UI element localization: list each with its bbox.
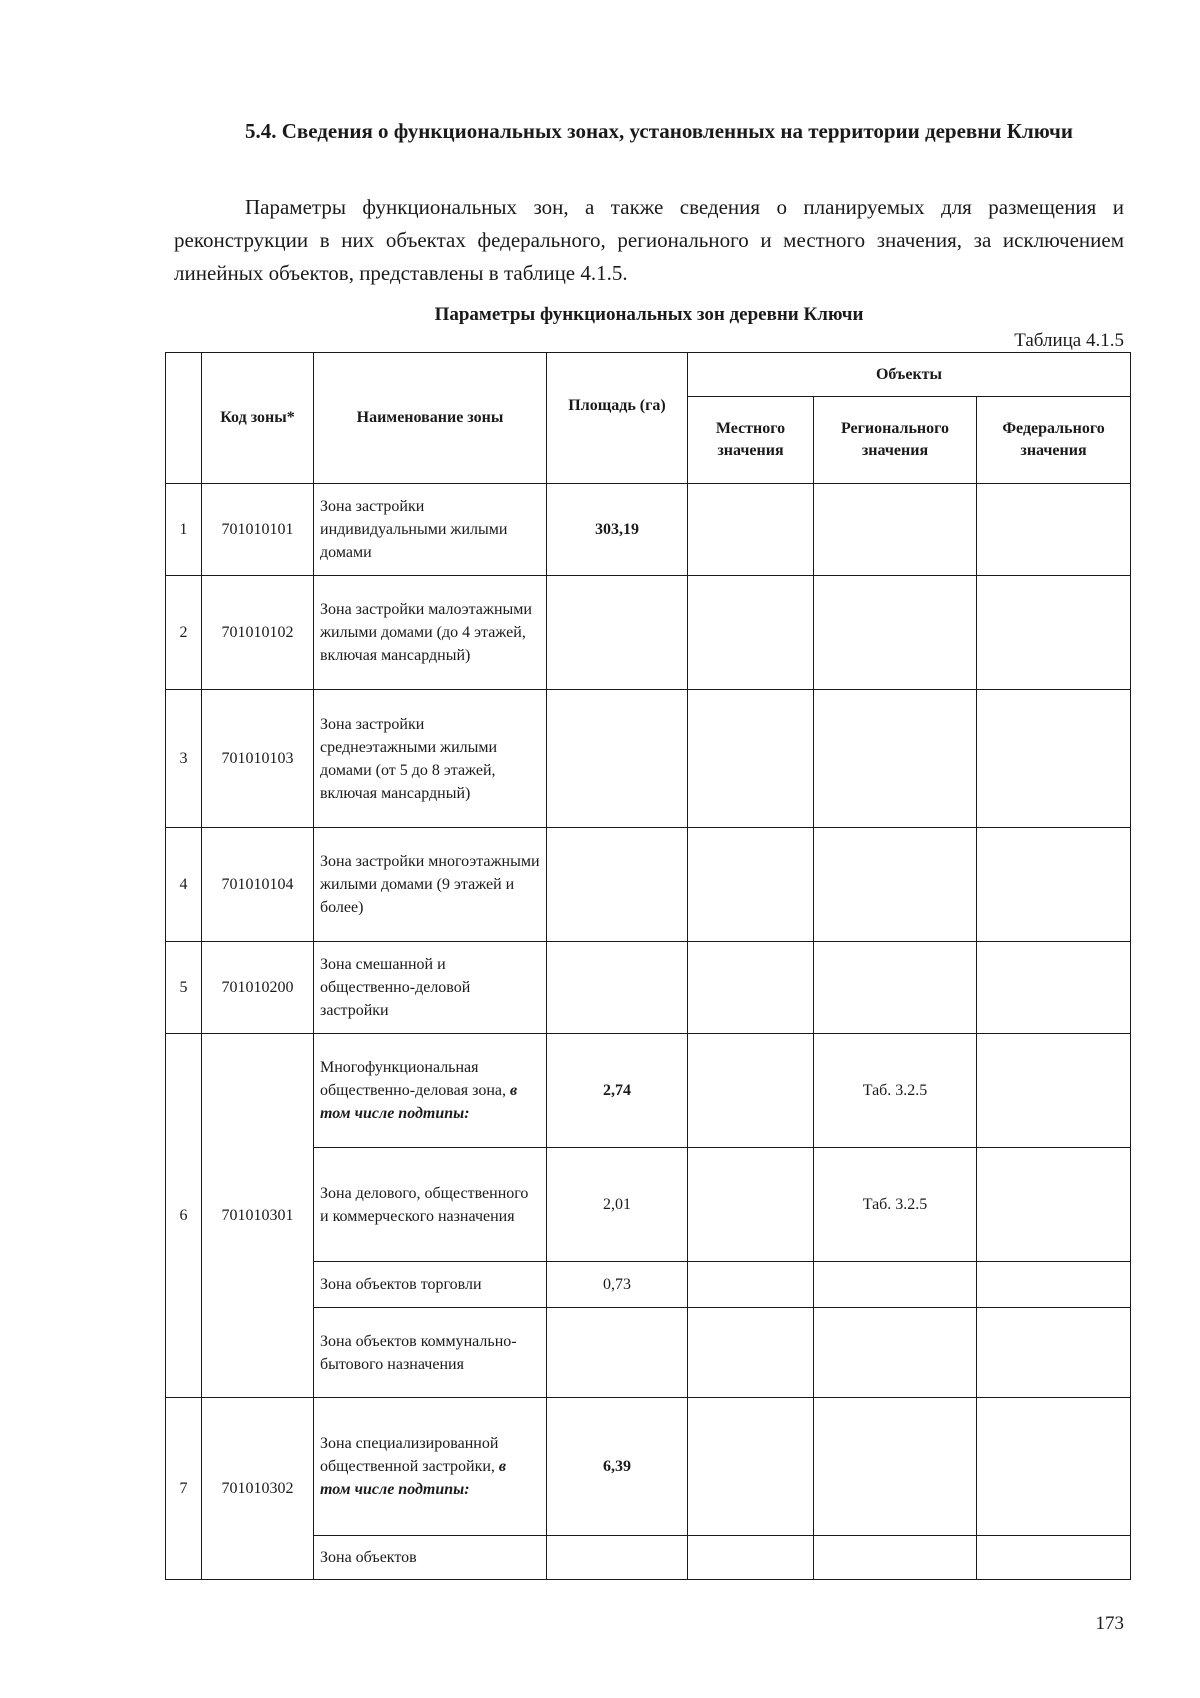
- objects-regional: [814, 942, 977, 1034]
- row-number: 2: [166, 576, 202, 690]
- header-federal: Федерального значения: [977, 397, 1131, 484]
- table-row: [166, 1034, 1131, 1148]
- objects-local: [688, 942, 814, 1034]
- objects-federal: [977, 1308, 1131, 1398]
- zone-code: 701010302: [202, 1398, 314, 1580]
- objects-local: [688, 828, 814, 942]
- row-number: 4: [166, 828, 202, 942]
- objects-federal: [977, 1536, 1131, 1580]
- zone-code: 701010200: [202, 942, 314, 1034]
- table-row: [166, 1398, 1131, 1536]
- objects-local: [688, 484, 814, 576]
- objects-local: [688, 1262, 814, 1308]
- zone-area: 6,39: [547, 1398, 688, 1536]
- header-objects: Объекты: [688, 353, 1131, 397]
- header-area: Площадь (га): [547, 353, 688, 484]
- zone-code: 701010101: [202, 484, 314, 576]
- subtypes-note: в том числе подтипы:: [320, 1458, 507, 1498]
- objects-federal: [977, 1398, 1131, 1536]
- table-header-row: [166, 353, 1131, 397]
- objects-local: [688, 1034, 814, 1148]
- objects-local: [688, 576, 814, 690]
- header-regional: Регионального значения: [814, 397, 977, 484]
- objects-regional: [814, 1536, 977, 1580]
- objects-regional: [814, 690, 977, 828]
- objects-federal: [977, 828, 1131, 942]
- zone-area: 2,01: [547, 1148, 688, 1262]
- row-number: 5: [166, 942, 202, 1034]
- row-number: 6: [166, 1034, 202, 1398]
- table-row: [166, 828, 1131, 942]
- row-number: 1: [166, 484, 202, 576]
- zone-name: Зона объектов коммунально-бытового назначения: [314, 1308, 547, 1398]
- zone-area: [547, 576, 688, 690]
- zone-name: Зона объектов торговли: [314, 1262, 547, 1308]
- objects-local: [688, 1398, 814, 1536]
- subtypes-note: в том числе подтипы:: [320, 1082, 518, 1122]
- table-caption: Параметры функциональных зон деревни Ключи: [434, 304, 864, 325]
- zone-code: 701010103: [202, 690, 314, 828]
- row-number: 7: [166, 1398, 202, 1580]
- objects-regional: [814, 484, 977, 576]
- objects-federal: [977, 1262, 1131, 1308]
- table-row: [166, 690, 1131, 828]
- zone-area: [547, 1536, 688, 1580]
- zone-name: Зона смешанной и общественно-деловой застройки: [314, 942, 547, 1034]
- objects-regional: [814, 828, 977, 942]
- zone-area: [547, 828, 688, 942]
- intro-paragraph: Параметры функциональных зон, а также сведения о планируемых для размещения и реконструкции в них объектах федерального, регионального и местного значения, за исключением линейных объектов, представлены в таблице 4.1.5.: [174, 195, 1124, 285]
- objects-local: [688, 1148, 814, 1262]
- page-number: 173: [1095, 1613, 1124, 1634]
- zone-code: 701010104: [202, 828, 314, 942]
- zone-name: Зона застройки среднеэтажными жилыми домами (от 5 до 8 этажей, включая мансардный): [314, 690, 547, 828]
- zone-name: Многофункциональная общественно-деловая зона, в том числе подтипы:: [314, 1034, 547, 1148]
- objects-regional: [814, 576, 977, 690]
- objects-federal: [977, 1148, 1131, 1262]
- table-row: [166, 484, 1131, 576]
- zone-name: Зона специализированной общественной застройки, в том числе подтипы:: [314, 1398, 547, 1536]
- objects-local: [688, 690, 814, 828]
- table-row: [166, 942, 1131, 1034]
- zone-area: 2,74: [547, 1034, 688, 1148]
- table-row: [166, 576, 1131, 690]
- table-number: Таблица 4.1.5: [1014, 330, 1124, 351]
- zones-table: [165, 352, 1131, 1580]
- objects-federal: [977, 690, 1131, 828]
- zone-area: [547, 690, 688, 828]
- header-code: Код зоны*: [202, 353, 314, 484]
- zone-name: Зона застройки малоэтажными жилыми домами (до 4 этажей, включая мансардный): [314, 576, 547, 690]
- zone-area: [547, 942, 688, 1034]
- objects-regional: [814, 1398, 977, 1536]
- objects-federal: [977, 942, 1131, 1034]
- objects-federal: [977, 576, 1131, 690]
- objects-federal: [977, 484, 1131, 576]
- row-number: 3: [166, 690, 202, 828]
- header-local: Местного значения: [688, 397, 814, 484]
- section-heading: 5.4. Сведения о функциональных зонах, установленных на территории деревни Ключи: [245, 119, 1073, 143]
- header-num: [166, 353, 202, 484]
- zone-name: Зона застройки многоэтажными жилыми домами (9 этажей и более): [314, 828, 547, 942]
- zone-name: Зона застройки индивидуальными жилыми домами: [314, 484, 547, 576]
- zone-code: 701010102: [202, 576, 314, 690]
- objects-federal: [977, 1034, 1131, 1148]
- zone-code: 701010301: [202, 1034, 314, 1398]
- objects-regional: [814, 1308, 977, 1398]
- objects-regional: Таб. 3.2.5: [814, 1148, 977, 1262]
- objects-local: [688, 1308, 814, 1398]
- zone-area: [547, 1308, 688, 1398]
- objects-regional: [814, 1262, 977, 1308]
- objects-regional: Таб. 3.2.5: [814, 1034, 977, 1148]
- zone-area: 303,19: [547, 484, 688, 576]
- zone-area: 0,73: [547, 1262, 688, 1308]
- header-name: Наименование зоны: [314, 353, 547, 484]
- zone-name: Зона делового, общественного и коммерческого назначения: [314, 1148, 547, 1262]
- zone-name: Зона объектов: [314, 1536, 547, 1580]
- objects-local: [688, 1536, 814, 1580]
